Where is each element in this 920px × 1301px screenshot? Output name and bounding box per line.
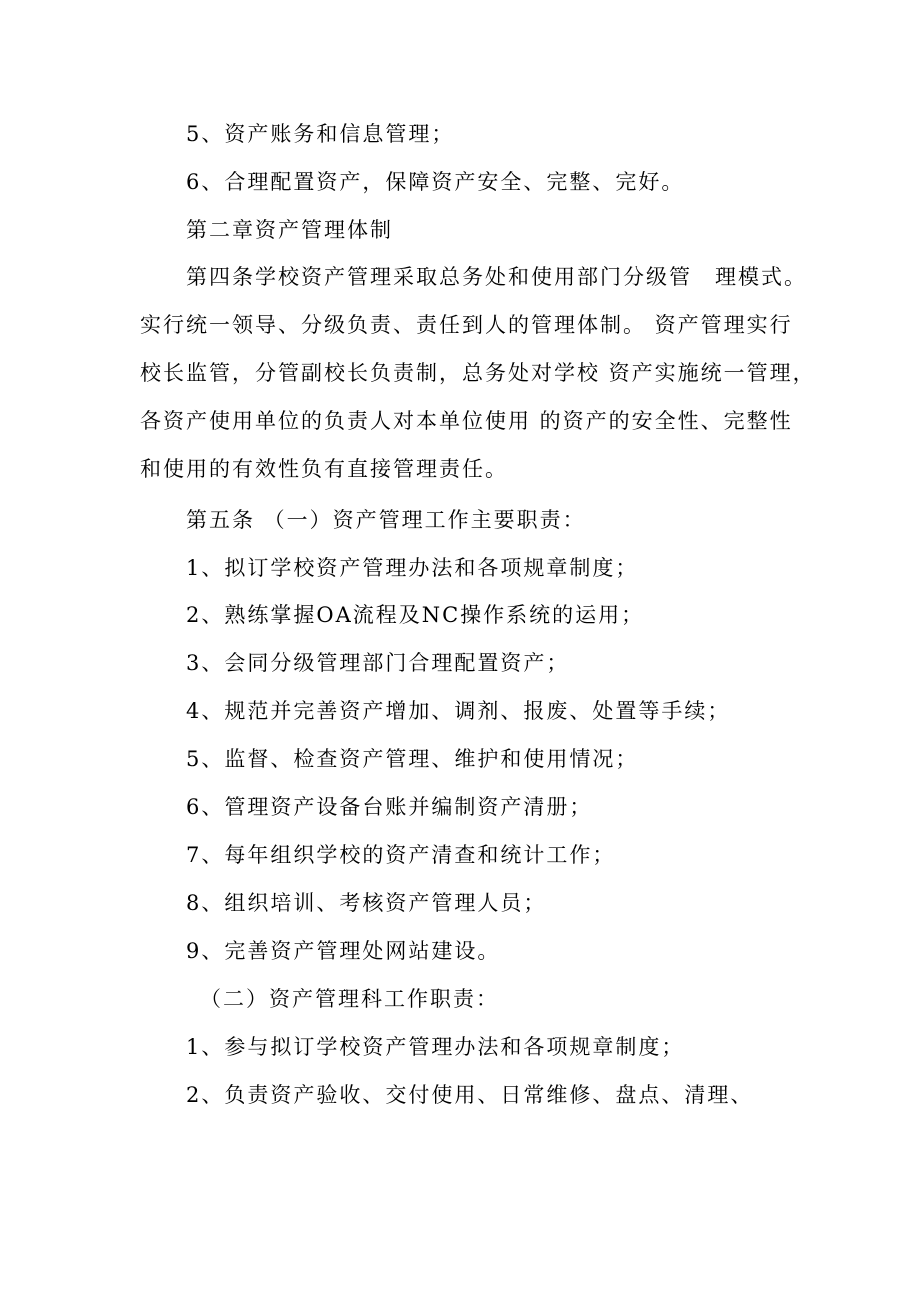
list-item: 9、完善资产管理处网站建设。 [186, 939, 501, 963]
list-item: 3、会同分级管理部门合理配置资产； [186, 651, 570, 675]
list-item: 7、每年组织学校的资产清查和统计工作； [186, 843, 616, 867]
list-item: 4、规范并完善资产增加、调剂、报废、处置等手续； [186, 699, 731, 723]
list-item: 5、监督、检查资产管理、维护和使用情况； [186, 747, 639, 771]
paragraph-line: 各资产使用单位的负责人对本单位使用 的资产的安全性、完整性 [140, 409, 793, 433]
article-heading: 第五条 （一）资产管理工作主要职责： [186, 508, 586, 532]
chapter-heading: 第二章资产管理体制 [186, 218, 393, 242]
paragraph-line: 校长监管，分管副校长负责制，总务处对学校 资产实施统一管理， [140, 361, 816, 385]
list-item: 2、负责资产验收、交付使用、日常维修、盘点、清理、 [186, 1083, 754, 1107]
list-item: 1、拟订学校资产管理办法和各项规章制度； [186, 556, 639, 580]
list-item: 6、管理资产设备台账并编制资产清册； [186, 795, 593, 819]
list-item: 1、参与拟订学校资产管理办法和各项规章制度； [186, 1035, 685, 1059]
paragraph-line: 和使用的有效性负有直接管理责任。 [140, 457, 508, 481]
text-line: 5、资产账务和信息管理； [186, 122, 455, 146]
paragraph-line: 实行统一领导、分级负责、责任到人的管理体制。 资产管理实行 [140, 313, 793, 337]
list-item: 8、组织培训、考核资产管理人员； [186, 891, 547, 915]
paragraph-line: 第四条学校资产管理采取总务处和使用部门分级管 理模式。 [186, 265, 807, 289]
section-heading: （二）资产管理科工作职责： [200, 987, 499, 1011]
text-line: 6、合理配置资产，保障资产安全、完整、完好。 [186, 170, 685, 194]
list-item: 2、熟练掌握OA流程及NC操作系统的运用； [186, 603, 645, 627]
